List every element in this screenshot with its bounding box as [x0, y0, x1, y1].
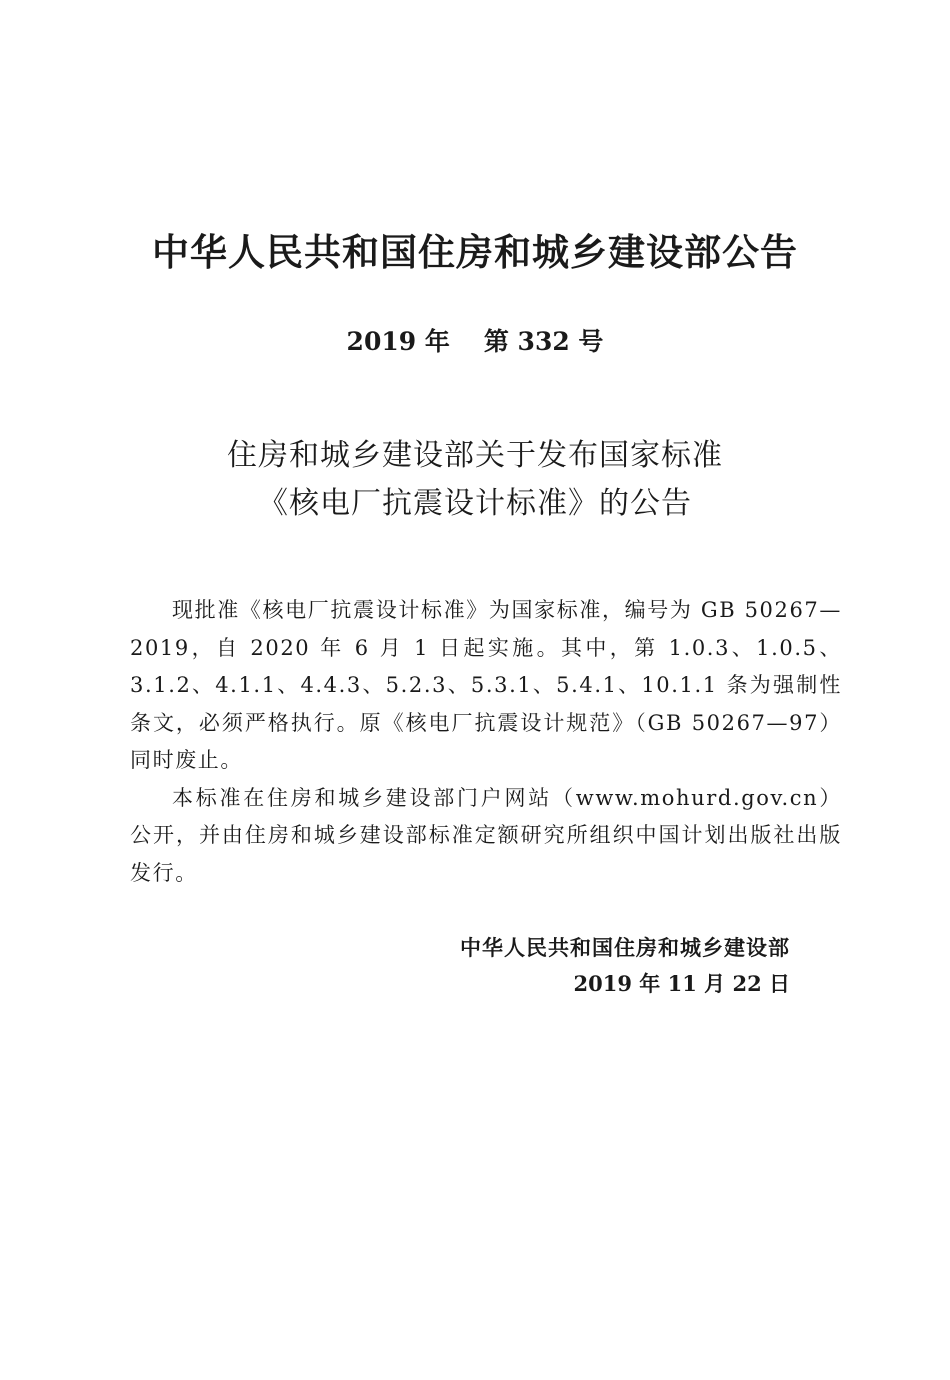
signature-organization: 中华人民共和国住房和城乡建设部 — [460, 936, 790, 960]
body-paragraph-1: 现批准《核电厂抗震设计标准》为国家标准，编号为 GB 50267—2019，自 2020 年 6 月 1 日起实施。其中，第 1.0.3、1.0.5、3.1.2、4.1.1、4.4.3、5.2.3、5.3.1、5.4.1、10.1.1 条为强制性条文，必须严格执行。原《核电厂抗震设计规范》（GB 50267—97）同时废止。 — [130, 598, 842, 772]
document-title — [0, 432, 950, 528]
document-title-line-2: 《核电厂抗震设计标准》的公告 — [258, 486, 692, 521]
document-title-line-1: 住房和城乡建设部关于发布国家标准 — [227, 438, 723, 473]
announcement-body — [130, 592, 842, 892]
announcement-number — [0, 322, 950, 362]
announcement-heading: 中华人民共和国住房和城乡建设部公告 — [152, 231, 798, 274]
announcement-issue: 第 332 号 — [483, 327, 604, 356]
announcement-year: 2019 年 — [346, 327, 450, 356]
signature-date: 2019 年 11 月 22 日 — [573, 971, 790, 996]
body-paragraph-2: 本标准在住房和城乡建设部门户网站（www.mohurd.gov.cn）公开，并由住房和城乡建设部标准定额研究所组织中国计划出版社出版发行。 — [130, 785, 842, 885]
